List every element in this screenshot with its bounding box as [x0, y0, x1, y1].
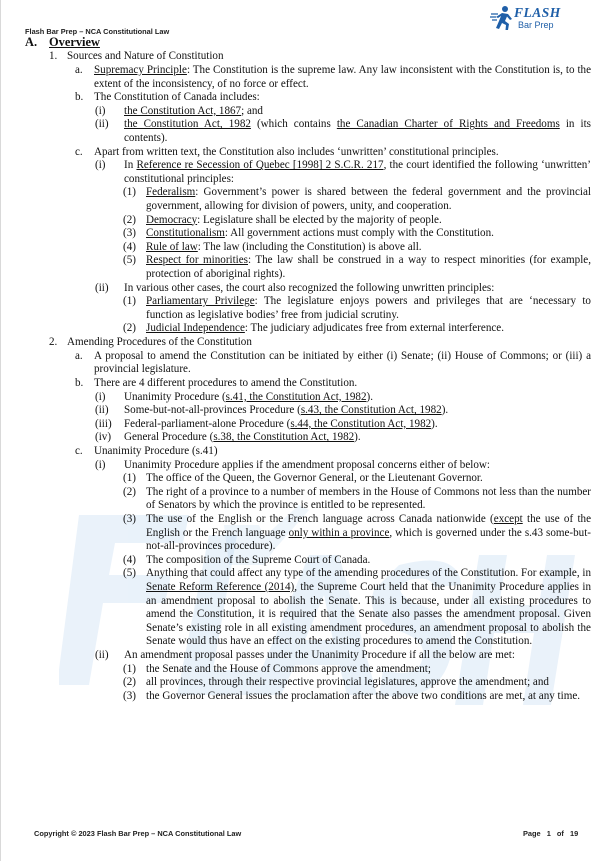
ref-secession-quebec: Reference re Secession of Quebec [1998] 2 S.C.R. 217: [136, 159, 384, 172]
item-text: The right of a province to a number of members in the House of Commons not less than the number of Senators by which the province is entitled to be represented.: [146, 485, 591, 512]
item-text: ).: [354, 431, 361, 444]
item-label: (5): [123, 254, 136, 267]
item-text: In: [124, 159, 137, 172]
procedure-item: [95, 417, 591, 432]
emphasis-within-province: only within a province: [288, 526, 390, 539]
item-label: (ii): [95, 281, 109, 294]
logo-text-bottom: Bar Prep: [518, 20, 554, 30]
item-text: in its contents).: [124, 118, 591, 144]
item-text: Anything that could affect any type of the amending procedures of the Constitution. For example, in: [146, 567, 591, 580]
condition-item: [123, 513, 591, 554]
principle-item: [123, 213, 591, 228]
item-label: (2): [123, 322, 136, 335]
item-text: the Governor General issues the proclamation after the above two conditions are met, at any time.: [146, 689, 581, 702]
item-text: : The law shall be construed in a way to respect minorities (for example, protection of aboriginal rights).: [146, 254, 591, 280]
ref-charter: the Canadian Charter of Rights and Freedoms: [336, 118, 560, 131]
principle-item: [123, 254, 591, 281]
item-label: (4): [123, 240, 136, 253]
item-text: Unanimity Procedure applies if the amendment proposal concerns either of below:: [124, 458, 490, 471]
item-text: The office of the Queen, the Governor General, or the Lieutenant Governor.: [146, 472, 483, 485]
of-label: of: [556, 829, 564, 838]
item-text: The use of the English or the French language across Canada nationwide (: [146, 513, 494, 525]
list-item: [95, 648, 591, 663]
ref-s43: s.43, the Constitution Act, 1982: [300, 404, 442, 417]
runner-icon: [490, 5, 516, 31]
para-proposal: [75, 349, 591, 377]
list-item: [95, 118, 591, 145]
ref-s38: s.38, the Constitution Act, 1982: [213, 431, 355, 444]
item-label: (1): [123, 186, 136, 199]
flash-bar-prep-logo: [490, 5, 570, 32]
ref-constitution-act-1982: the Constitution Act, 1982: [124, 118, 251, 131]
item-text: Unanimity Procedure (s.41): [94, 445, 218, 458]
page-indicator: [523, 829, 578, 838]
condition-item: [123, 553, 591, 568]
item-text: ; and: [241, 104, 263, 117]
list-item: [95, 159, 592, 186]
item-label: a.: [75, 349, 83, 362]
item-text: The Constitution of Canada includes:: [94, 91, 260, 104]
procedure-item: [95, 431, 591, 445]
term-judicial-independence: Judicial Independence: [146, 322, 245, 335]
item-text: ).: [431, 417, 438, 430]
emphasis-except: except: [493, 513, 523, 525]
term-respect-minorities: Respect for minorities: [146, 254, 248, 267]
item-text: General Procedure (: [124, 431, 214, 444]
item-label: (1): [123, 662, 136, 675]
para-unwritten: [75, 145, 591, 160]
condition-item: [123, 472, 591, 486]
item-text: , the Supreme Court held that the Unanimity Procedure applies in an amendment proposal to abolish the Senate. This is because, under all existing procedures to amend the Constitution, it is required that the Senate also passes the amendment proposal. Given Senate’s existing role in all existing amendment procedures, an amendment proposal to abolish the Senate would thus have an effect on the existing procedures to amend the Constitution.: [146, 580, 592, 648]
heading-number: 1.: [49, 50, 58, 62]
term-rule-of-law: Rule of law: [146, 240, 198, 253]
condition-item: [123, 662, 591, 677]
item-label: c.: [75, 145, 83, 158]
item-text: , which is governed under the s.43 some-but-not-all-provinces procedure).: [146, 526, 591, 553]
item-label: (5): [123, 567, 136, 580]
item-label: (3): [123, 513, 136, 525]
term-parliamentary-privilege: Parliamentary Privilege: [146, 295, 255, 308]
item-text: : The law (including the Constitution) is above all.: [197, 240, 422, 253]
item-text: : The Constitution is the supreme law. Any law inconsistent with the Constitution is, to the extent of the inconsistency, of no force or effect.: [94, 64, 592, 90]
item-label: (2): [123, 213, 136, 226]
item-text: : All government actions must comply with the Constitution.: [224, 227, 494, 240]
item-text: : Legislature shall be elected by the majority of people.: [197, 213, 442, 226]
item-label: (i): [95, 104, 106, 117]
item-label: (3): [123, 689, 136, 702]
item-label: c.: [75, 445, 83, 458]
list-item: [95, 281, 591, 296]
section-label: A.: [25, 35, 38, 49]
item-label: b.: [75, 91, 84, 104]
heading-text: Sources and Nature of Constitution: [67, 50, 224, 62]
item-text: Federal-parliament-alone Procedure (: [124, 417, 291, 430]
procedure-item: [95, 404, 591, 418]
term-constitutionalism: Constitutionalism: [146, 227, 225, 240]
document-body: [25, 36, 591, 703]
item-label: (i): [95, 390, 106, 403]
ref-s41: s.41, the Constitution Act, 1982: [225, 390, 367, 403]
section-heading: [25, 36, 591, 50]
item-text: In various other cases, the court also recognized the following unwritten principles:: [124, 281, 495, 294]
term-democracy: Democracy: [146, 213, 198, 226]
term-supremacy-principle: Supremacy Principle: [94, 64, 187, 76]
item-text: Unanimity Procedure (: [124, 390, 226, 403]
item-label: (1): [123, 472, 136, 485]
heading-sources: [25, 50, 591, 64]
condition-item: [123, 689, 591, 704]
section-title: Overview: [49, 35, 100, 49]
condition-item: [123, 485, 591, 513]
item-text: all provinces, through their respective provincial legislatures, approve the amendment; and: [146, 676, 549, 689]
ref-s44: s.44, the Constitution Act, 1982: [290, 417, 432, 430]
para-unanimity: [75, 445, 591, 459]
item-text: ).: [441, 404, 449, 417]
item-text: The composition of the Supreme Court of Canada.: [146, 553, 371, 566]
ref-constitution-act-1867: the Constitution Act, 1867: [124, 104, 242, 117]
principle-item: [123, 240, 591, 255]
item-label: (4): [123, 553, 136, 566]
item-label: (2): [123, 676, 136, 689]
header-doc-title: Flash Bar Prep – NCA Constitutional Law: [25, 27, 170, 36]
item-label: (i): [95, 159, 106, 172]
item-text: : The legislature enjoys powers and privileges that are ‘necessary to function as legislative bodies’ free from judicial scrutiny.: [146, 295, 591, 321]
item-text: : Government’s power is shared between the federal government and the provincial government, allowing for division of powers, unity, and cooperation.: [146, 186, 591, 212]
item-label: b.: [75, 377, 84, 390]
principle-item: [123, 295, 591, 322]
item-text: , the court identified the following ‘unwritten’ constitutional principles:: [124, 159, 592, 185]
item-label: (ii): [95, 118, 109, 131]
principle-item: [123, 186, 591, 213]
page-number: 1: [546, 829, 551, 838]
logo-text-top: FLASH: [514, 5, 561, 20]
condition-item: [123, 676, 591, 690]
principle-item: [123, 322, 591, 336]
item-label: a.: [75, 64, 83, 76]
item-label: (ii): [95, 648, 109, 661]
item-text: (which contains: [250, 118, 337, 131]
para-four-procedures: [75, 377, 591, 391]
item-label: (iv): [95, 431, 112, 444]
procedure-item: [95, 390, 591, 405]
item-text: There are 4 different procedures to amend the Constitution.: [94, 377, 358, 390]
ref-senate-reform-reference: Senate Reform Reference (2014): [146, 580, 295, 593]
page-label: Page: [523, 829, 541, 838]
item-text: Some-but-not-all-provinces Procedure (: [124, 404, 301, 417]
para-includes: [75, 91, 591, 105]
item-label: (2): [123, 485, 136, 498]
list-item: [95, 458, 591, 473]
item-text: : The judiciary adjudicates free from external interference.: [244, 322, 505, 335]
heading-number: 2.: [49, 335, 58, 348]
item-label: (i): [95, 458, 106, 471]
heading-amending: [25, 336, 591, 350]
principle-item: [123, 227, 591, 241]
item-text: Apart from written text, the Constitution also includes ‘unwritten’ constitutional principles.: [94, 145, 499, 158]
term-federalism: Federalism: [146, 186, 196, 199]
item-text: A proposal to amend the Constitution can be initiated by either (i) Senate; (ii) House of Commons; or (iii) a provincial legislature.: [94, 349, 591, 376]
item-text: the use of the English or the French language: [146, 513, 591, 539]
item-label: (iii): [95, 417, 112, 430]
item-text: An amendment proposal passes under the Unanimity Procedure if all the below are met:: [124, 648, 515, 661]
item-label: (3): [123, 227, 136, 240]
condition-item: [123, 567, 592, 649]
item-label: (1): [123, 295, 136, 308]
item-text: ).: [366, 390, 373, 403]
para-supremacy: [75, 64, 592, 91]
page-total: 19: [569, 829, 579, 838]
item-label: (ii): [95, 404, 109, 417]
list-item: [95, 104, 591, 119]
footer-copyright: Copyright © 2023 Flash Bar Prep – NCA Constitutional Law: [34, 829, 242, 838]
item-text: the Senate and the House of Commons approve the amendment;: [146, 662, 431, 675]
heading-text: Amending Procedures of the Constitution: [67, 335, 252, 348]
